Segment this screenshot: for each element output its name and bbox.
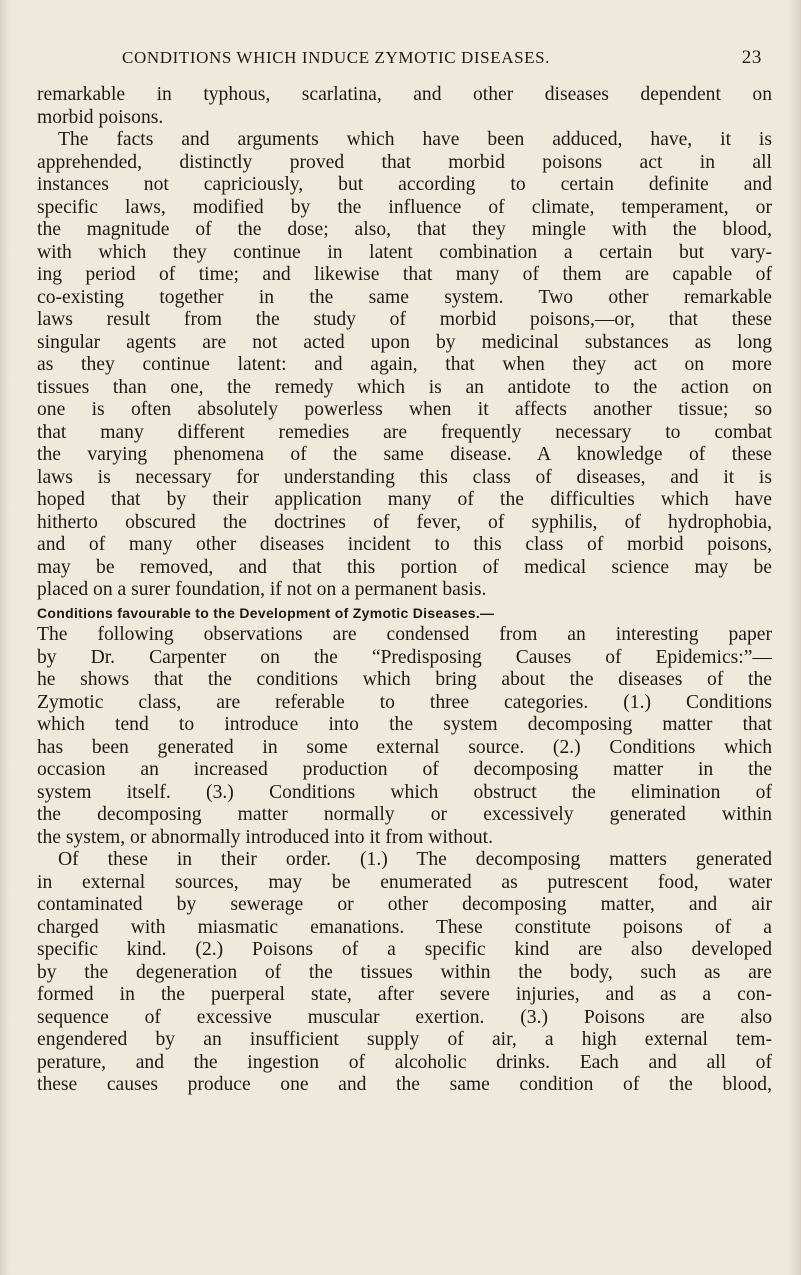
running-title: CONDITIONS WHICH INDUCE ZYMOTIC DISEASES.	[122, 48, 551, 67]
text-line: the system, or abnormally introduced into it from without.	[37, 826, 494, 848]
text-line: sequence of excessive muscular exertion. (3.) Poisons are also	[37, 1006, 772, 1028]
text-line: laws result from the study of morbid poisons,—or, that these	[37, 309, 772, 330]
text-line: these causes produce one and the same condition of the blood,	[37, 1074, 772, 1095]
text-line: by Dr. Carpenter on the “Predisposing Causes of Epidemics:”—	[37, 646, 772, 668]
text-line: tissues than one, the remedy which is an antidote to the action on	[37, 376, 772, 398]
text-line: Of these in their order. (1.) The decomposing matters generated	[58, 849, 772, 870]
text-line: ing period of time; and likewise that many of them are capable of	[37, 264, 772, 285]
text-line: placed on a surer foundation, if not on a permanent basis.	[37, 579, 487, 600]
text-line: which tend to introduce into the system decomposing matter that	[37, 714, 772, 735]
text-line: remarkable in typhous, scarlatina, and other diseases dependent on	[37, 84, 772, 105]
text-line: has been generated in some external source. (2.) Conditions which	[37, 736, 772, 758]
text-line: engendered by an insufficient supply of air, a high external tem-	[37, 1029, 772, 1050]
text-line: co-existing together in the same system. Two other remarkable	[37, 286, 772, 308]
page-edge-shadow	[0, 0, 10, 1275]
text-line: specific kind. (2.) Poisons of a specific kind are also developed	[37, 939, 772, 960]
text-line: the varying phenomena of the same disease. A knowledge of these	[37, 444, 772, 465]
text-line: perature, and the ingestion of alcoholic drinks. Each and all of	[37, 1051, 772, 1073]
text-line: Zymotic class, are referable to three categories. (1.) Conditions	[37, 691, 772, 713]
text-line: the decomposing matter normally or excessively generated within	[37, 804, 772, 825]
page-edge-shadow	[787, 0, 801, 1275]
text-line: system itself. (3.) Conditions which obstruct the elimination of	[37, 781, 772, 803]
text-line: charged with miasmatic emanations. These constitute poisons of a	[37, 916, 772, 938]
page-number: 23	[741, 47, 762, 68]
running-head	[122, 46, 762, 70]
text-line: contaminated by sewerage or other decomposing matter, and air	[37, 894, 772, 915]
text-line: he shows that the conditions which bring about the diseases of the	[37, 669, 772, 690]
text-line: formed in the puerperal state, after severe injuries, and as a con-	[37, 984, 772, 1005]
text-line: occasion an increased production of decomposing matter in the	[37, 759, 772, 780]
text-line: singular agents are not acted upon by medicinal substances as long	[37, 331, 772, 353]
text-line: with which they continue in latent combination a certain but vary-	[37, 241, 772, 263]
text-line: specific laws, modified by the influence of climate, temperament, or	[37, 196, 772, 218]
text-line: by the degeneration of the tissues within the body, such as are	[37, 961, 772, 983]
text-line: may be removed, and that this portion of medical science may be	[37, 556, 772, 578]
side-heading: Conditions favourable to the Development of Zymotic Diseases.—	[37, 604, 495, 621]
text-line: as they continue latent: and again, that when they act on more	[37, 354, 772, 375]
text-line: morbid poisons.	[37, 106, 164, 128]
text-line: hoped that by their application many of the difficulties which have	[37, 489, 772, 510]
text-line: and of many other diseases incident to this class of morbid poisons,	[37, 534, 772, 555]
text-line: the magnitude of the dose; also, that they mingle with the blood,	[37, 219, 772, 240]
text-line: instances not capriciously, but according to certain definite and	[37, 174, 772, 195]
text-line: in external sources, may be enumerated as putrescent food, water	[37, 871, 772, 893]
text-line: one is often absolutely powerless when it affects another tissue; so	[37, 399, 772, 420]
text-line: hitherto obscured the doctrines of fever, of syphilis, of hydrophobia,	[37, 511, 772, 533]
text-line: that many different remedies are frequently necessary to combat	[37, 421, 772, 443]
section-heading-line	[37, 602, 772, 625]
text-line: apprehended, distinctly proved that morbid poisons act in all	[37, 151, 772, 173]
text-line: The following observations are condensed from an interesting paper	[37, 624, 772, 645]
text-line: The facts and arguments which have been adduced, have, it is	[58, 129, 772, 150]
body-text	[37, 84, 772, 1097]
text-line: laws is necessary for understanding this class of diseases, and it is	[37, 466, 772, 488]
